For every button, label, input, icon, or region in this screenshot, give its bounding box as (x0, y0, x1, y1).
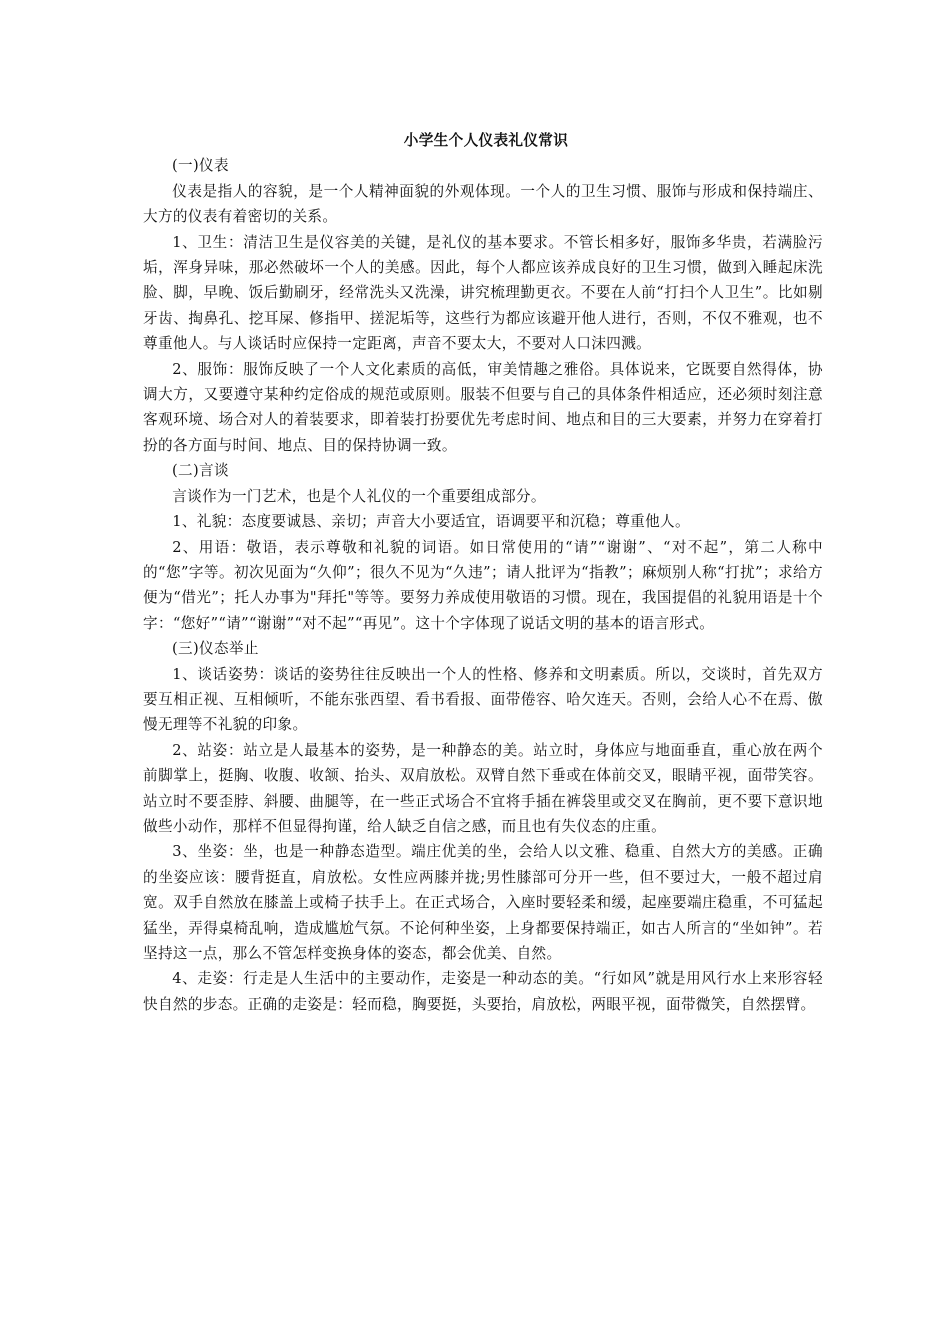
page-title: 小学生个人仪表礼仪常识 (403, 132, 569, 149)
paragraph-sitting-posture: 3、坐姿：坐，也是一种静态造型。端庄优美的坐，会给人以文雅、稳重、自然大方的美感。正确的坐姿应该：腰背挺直，肩放松。女性应两膝并拢;男性膝部可分开一些，但不要过大，一般不超过肩宽。双手自然放在膝盖上或椅子扶手上。在正式场合，入座时要轻柔和缓，起座要端庄稳重，不可猛起猛坐，弄得桌椅乱响，造成尴尬气氛。不论何种坐姿，上身都要保持端正，如古人所言的“坐如钟”。若坚持这一点，那么不管怎样变换身体的姿态，都会优美、自然。 (143, 843, 823, 962)
paragraph-speech-intro: 言谈作为一门艺术，也是个人礼仪的一个重要组成部分。 (172, 487, 546, 505)
paragraph-polite-language: 2、用语：敬语，表示尊敬和礼貌的词语。如日常使用的“请”“谢谢”、“对不起”，第二人称中的“您”字等。初次见面为“久仰”；很久不见为“久违”；请人批评为“指教”；麻烦别人称“打扰”；求给方便为“借光”；托人办事为"拜托"等等。要努力养成使用敬语的习惯。现在，我国提倡的礼貌用语是十个字：“您好”“请”“谢谢”“对不起”“再见”。这十个字体现了说话文明的基本的语言形式。 (143, 538, 823, 632)
paragraph-politeness: 1、礼貌：态度要诚恳、亲切；声音大小要适宜，语调要平和沉稳；尊重他人。 (172, 513, 690, 531)
section-heading-speech: (二)言谈 (172, 462, 229, 480)
paragraph-standing-posture: 2、站姿：站立是人最基本的姿势，是一种静态的美。站立时，身体应与地面垂直，重心放在两个前脚掌上，挺胸、收腹、收颔、抬头、双肩放松。双臂自然下垂或在体前交叉，眼睛平视，面带笑容。站立时不要歪脖、斜腰、曲腿等，在一些正式场合不宜将手插在裤袋里或交叉在胸前，更不要下意识地做些小动作，那样不但显得拘谨，给人缺乏自信之感，而且也有失仪态的庄重。 (143, 741, 823, 835)
paragraph-appearance-intro: 仪表是指人的容貌，是一个人精神面貌的外观体现。一个人的卫生习惯、服饰与形成和保持端庄、大方的仪表有着密切的关系。 (143, 182, 823, 226)
paragraph-hygiene: 1、卫生：清洁卫生是仪容美的关键，是礼仪的基本要求。不管长相多好，服饰多华贵，若满脸污垢，浑身异味，那必然破坏一个人的美感。因此，每个人都应该养成良好的卫生习惯，做到入睡起床洗脸、脚，早晚、饭后勤刷牙，经常洗头又洗澡，讲究梳理勤更衣。不要在人前“打扫个人卫生”。比如剔牙齿、掏鼻孔、挖耳屎、修指甲、搓泥垢等，这些行为都应该避开他人进行，否则，不仅不雅观，也不尊重他人。与人谈话时应保持一定距离，声音不要太大，不要对人口沫四溅。 (143, 233, 823, 353)
document-body (143, 128, 823, 1017)
paragraph-clothing: 2、服饰：服饰反映了一个人文化素质的高低，审美情趣之雅俗。具体说来，它既要自然得体，协调大方，又要遵守某种约定俗成的规范或原则。服装不但要与自己的具体条件相适应，还必须时刻注意客观环境、场合对人的着装要求，即着装打扮要优先考虑时间、地点和目的三大要素，并努力在穿着打扮的各方面与时间、地点、目的保持协调一致。 (143, 360, 823, 454)
section-heading-demeanor: (三)仪态举止 (172, 640, 259, 658)
section-heading-appearance: (一)仪表 (172, 157, 229, 175)
paragraph-conversation-posture: 1、谈话姿势：谈话的姿势往往反映出一个人的性格、修养和文明素质。所以，交谈时，首先双方要互相正视、互相倾听，不能东张西望、看书看报、面带倦容、哈欠连天。否则，会给人心不在焉、傲慢无理等不礼貌的印象。 (143, 665, 823, 734)
paragraph-walking-posture: 4、走姿：行走是人生活中的主要动作，走姿是一种动态的美。“行如风”就是用风行水上来形容轻快自然的步态。正确的走姿是：轻而稳，胸要挺，头要抬，肩放松，两眼平视，面带微笑，自然摆臂。 (143, 970, 823, 1013)
